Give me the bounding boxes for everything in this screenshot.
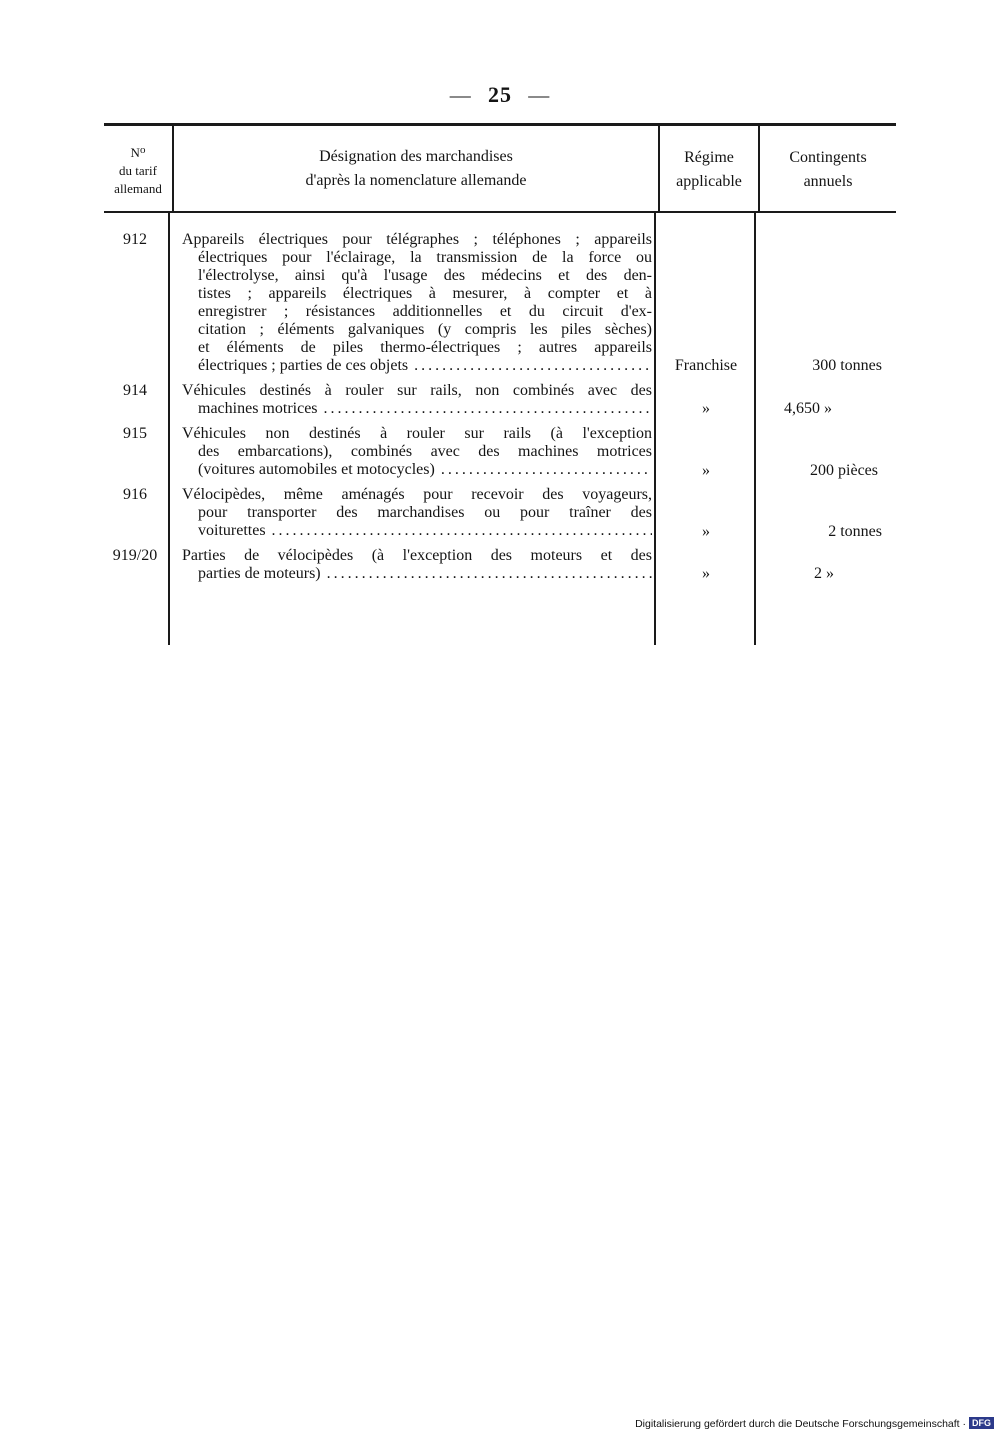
column-divider-1-body — [168, 213, 170, 645]
row-912-regime: Franchise — [674, 357, 738, 374]
header-contingents — [760, 146, 896, 194]
row-912-line-1: Appareils électriques pour télégraphes ; téléphones ; appareils — [182, 231, 652, 248]
row-919-20-tarif: 919/20 — [112, 547, 158, 564]
row-915-contingent: 200 pièces — [810, 462, 878, 479]
leader-dots — [414, 357, 652, 375]
header-tarif-line3: allemand — [114, 181, 162, 196]
row-915-line-2: des embarcations), combinés avec des machines motrices — [198, 443, 652, 460]
row-916-designation — [182, 486, 652, 540]
row-914-line-2 — [182, 400, 652, 418]
header-designation-line1: Désignation des marchandises — [319, 148, 513, 165]
row-915-line-3 — [182, 461, 652, 479]
row-914-regime: » — [702, 400, 710, 417]
row-912-tarif: 912 — [123, 231, 147, 248]
row-914-line-2-text: machines motrices — [198, 400, 318, 417]
header-contingents-line1: Contingents — [789, 149, 867, 166]
row-912-designation — [182, 231, 652, 375]
row-916-tarif: 916 — [123, 486, 147, 503]
header-tarif-no-label: N — [130, 145, 140, 160]
page-number — [0, 82, 1000, 108]
header-tarif-no-sup: o — [139, 144, 146, 156]
header-designation — [174, 145, 658, 193]
row-912-line-2: électriques pour l'éclairage, la transmission de la force ou — [198, 249, 652, 266]
row-915-line-1: Véhicules non destinés à rouler sur rails (à l'exception — [182, 425, 652, 442]
header-contingents-line2: annuels — [803, 173, 853, 190]
header-regime-line1: Régime — [684, 149, 734, 166]
page-number-value: 25 — [488, 82, 512, 107]
header-regime — [660, 146, 758, 194]
row-915-line-3-text: (voitures automobiles et motocycles) — [198, 461, 435, 478]
row-915-designation — [182, 425, 652, 479]
row-912-line-3: l'électrolyse, ainsi qu'à l'usage des médecins et des den- — [198, 267, 652, 284]
row-919-20-line-2-text: parties de moteurs) — [198, 565, 321, 582]
page-number-dash-left: — — [449, 83, 472, 107]
row-912-line-7: et éléments de piles thermo-électriques ; autres appareils — [198, 339, 652, 356]
leader-dots — [272, 522, 652, 540]
leader-dots — [327, 565, 652, 583]
digitization-credit — [604, 1417, 994, 1430]
page-number-dash-right: — — [528, 83, 551, 107]
row-916-line-2: pour transporter des marchandises ou pour traîner des — [198, 504, 652, 521]
row-914-contingent: 4,650 » — [784, 400, 832, 417]
row-916-line-1: Vélocipèdes, même aménagés pour recevoir des voyageurs, — [182, 486, 652, 503]
leader-dots — [324, 400, 652, 418]
header-designation-line2: d'après la nomenclature allemande — [305, 172, 527, 189]
row-915-tarif: 915 — [123, 425, 147, 442]
row-919-20-designation — [182, 547, 652, 583]
digitization-credit-text: Digitalisierung gefördert durch die Deutsche Forschungsgemeinschaft · — [635, 1418, 966, 1430]
row-914-tarif: 914 — [123, 382, 147, 399]
row-916-regime: » — [702, 523, 710, 540]
row-916-line-3-text: voiturettes — [198, 522, 266, 539]
header-tarif-number — [104, 141, 172, 198]
row-914-line-1: Véhicules destinés à rouler sur rails, non combinés avec des — [182, 382, 652, 399]
row-919-20-line-2 — [182, 565, 652, 583]
row-916-line-3 — [182, 522, 652, 540]
row-912-line-8 — [182, 357, 652, 375]
row-912-line-4: tistes ; appareils électriques à mesurer, à compter et à — [198, 285, 652, 302]
row-912-contingent: 300 tonnes — [812, 357, 882, 374]
row-915-regime: » — [702, 462, 710, 479]
row-919-20-line-1: Parties de vélocipèdes (à l'exception des moteurs et des — [182, 547, 652, 564]
row-912-line-6: citation ; éléments galvaniques (y compris les piles sèches) — [198, 321, 652, 338]
row-919-20-regime: » — [702, 565, 710, 582]
row-912-line-5: enregistrer ; résistances additionnelles et du circuit d'ex- — [198, 303, 652, 320]
leader-dots — [441, 461, 652, 479]
row-912-line-8-text: électriques ; parties de ces objets — [198, 357, 409, 374]
row-916-contingent: 2 tonnes — [828, 523, 882, 540]
table-top-rule — [104, 123, 896, 126]
table-header-rule — [104, 211, 896, 213]
header-regime-line2: applicable — [676, 173, 742, 190]
header-tarif-line2: du tarif — [119, 163, 157, 178]
row-914-designation — [182, 382, 652, 418]
row-919-20-contingent: 2 » — [814, 565, 834, 582]
dfg-logo: DFG — [969, 1417, 994, 1429]
